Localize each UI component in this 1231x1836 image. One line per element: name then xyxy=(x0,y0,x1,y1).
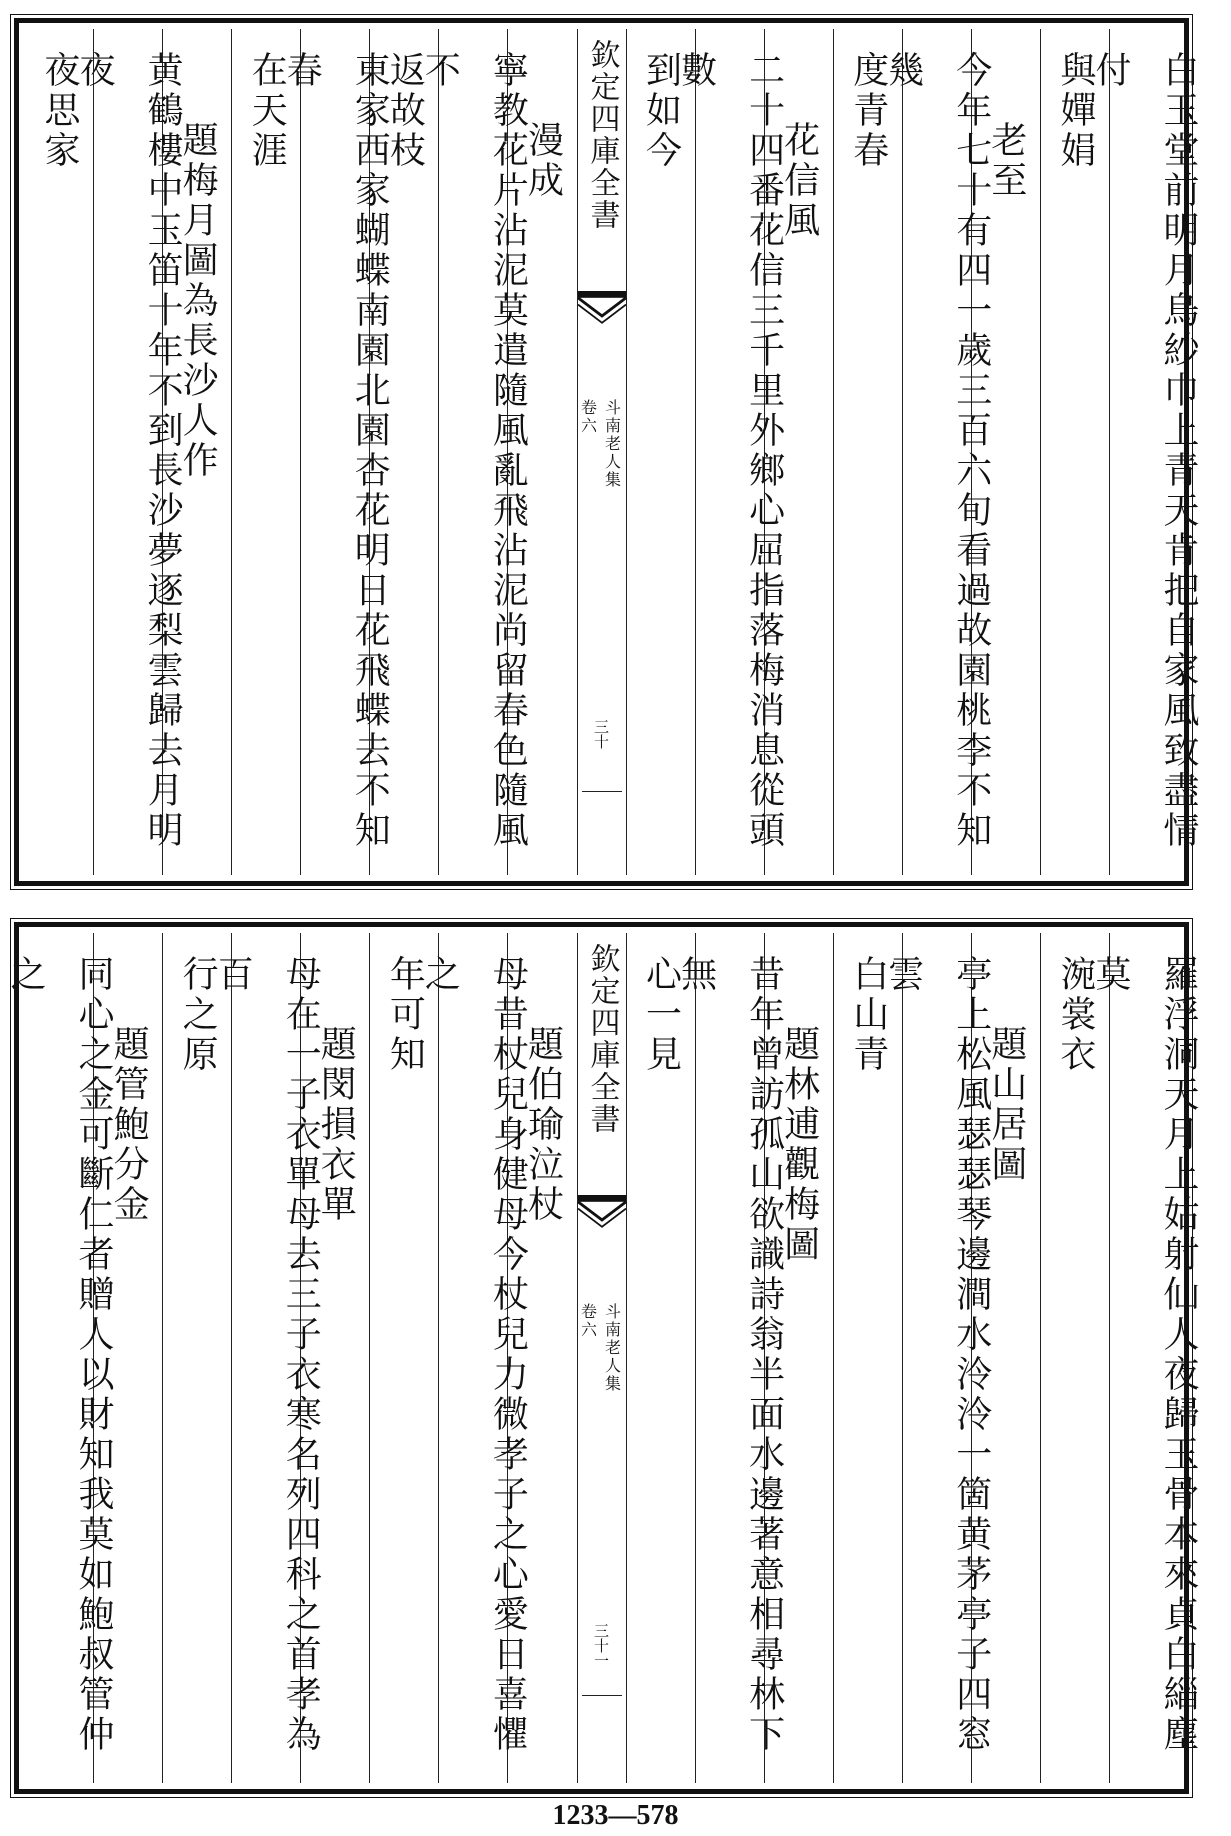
leaf-number: 三十 xyxy=(592,719,610,749)
top-page-panel xyxy=(14,18,1199,886)
left-text-column xyxy=(419,29,529,875)
right-text-column xyxy=(1089,933,1199,1783)
right-text-column xyxy=(882,29,992,875)
poem-line: 年可知 xyxy=(384,955,426,1075)
poem-line: 心一見 xyxy=(640,955,682,1075)
poem-line: 夜思家 xyxy=(39,51,81,171)
poem-line: 白玉堂前明月烏紗巾上青天肯把自家風致盡情付 xyxy=(1089,51,1199,851)
right-text-column xyxy=(1040,933,1109,1783)
right-text-column xyxy=(1089,29,1199,875)
fold-rule xyxy=(582,791,622,792)
center-fold-column xyxy=(577,933,626,1783)
poem-title: 題林逋觀梅圖 xyxy=(778,1025,820,1265)
poem-title: 漫成 xyxy=(522,121,564,201)
book-name: 斗南老人集 xyxy=(602,1303,622,1393)
poem-line: 與嬋娟 xyxy=(1054,51,1096,171)
fold-rule xyxy=(582,1695,622,1696)
poem-line: 母昔杖兒身健母今杖兒力微孝子之心愛日喜懼之 xyxy=(419,955,529,1755)
left-text-column xyxy=(419,933,529,1783)
left-text-column xyxy=(5,933,115,1783)
poem-line: 到如今 xyxy=(640,51,682,171)
right-text-column xyxy=(1040,29,1109,875)
poem-line: 涴裳衣 xyxy=(1054,955,1096,1075)
poem-line: 寧教花片沾泥莫遣隨風亂飛沾泥尚留春色隨風不 xyxy=(419,51,529,851)
leaf-number: 三十一 xyxy=(592,1623,610,1668)
poem-line: 母在一子衣單母去三子衣寒名列四科之首孝為百 xyxy=(212,955,322,1755)
poem-title: 老至 xyxy=(985,121,1027,201)
left-text-column xyxy=(212,933,322,1783)
poem-line: 黄鶴樓中玉笛十年不到長沙夢逐梨雲歸去月明夜 xyxy=(74,51,184,851)
poem-line: 在天涯 xyxy=(246,51,288,171)
poem-line: 昔年曾訪孤山欲識詩翁半面水邊著意相尋林下無 xyxy=(675,955,785,1755)
poem-line: 二十四番花信三千里外鄉心屈指落梅消息從頭數 xyxy=(675,51,785,851)
collection-title: 欽定四庫全書 xyxy=(584,943,620,1135)
poem-title: 題梅月圖為長沙人作 xyxy=(177,121,219,481)
left-text-column xyxy=(281,29,391,875)
poem-line: 白山青 xyxy=(847,955,889,1075)
poem-line: 亭上松風瑟瑟琴邊澗水泠泠一箇黄茅亭子四窓雲 xyxy=(882,955,992,1755)
bottom-page-columns xyxy=(5,933,1199,1783)
right-text-column xyxy=(626,933,695,1783)
right-text-column xyxy=(833,29,902,875)
poem-title: 題閔損衣單 xyxy=(315,1025,357,1225)
left-text-column xyxy=(369,933,438,1783)
poem-line: 返故枝 xyxy=(384,51,426,171)
poem-line: 東家西家蝴蝶南園北園杏花明日花飛蝶去不知春 xyxy=(281,51,391,851)
poem-line: 行之原 xyxy=(177,955,219,1075)
poem-title: 花信風 xyxy=(778,121,820,241)
poem-title: 題山居圖 xyxy=(985,1025,1027,1185)
left-text-column xyxy=(162,933,231,1783)
footer-page-number: 1233—578 xyxy=(552,1800,679,1831)
poem-line: 同心之金可斷仁者贈人以財知我莫如鮑叔管仲之 xyxy=(5,955,115,1755)
right-text-column xyxy=(882,933,992,1783)
top-page-columns xyxy=(25,29,1199,875)
bottom-page-panel xyxy=(5,922,1199,1794)
poem-title: 題伯瑜泣杖 xyxy=(522,1025,564,1225)
right-text-column xyxy=(675,29,785,875)
volume-label: 卷六 xyxy=(578,1303,598,1339)
volume-label: 卷六 xyxy=(578,399,598,435)
left-text-column xyxy=(25,29,93,875)
book-name: 斗南老人集 xyxy=(602,399,622,489)
right-text-column xyxy=(626,29,695,875)
poem-line: 羅浮洞天月上姑射仙人夜歸玉骨本來貞白緇塵莫 xyxy=(1089,955,1199,1755)
poem-title: 題管鮑分金 xyxy=(108,1025,150,1225)
poem-line: 今年七十有四一歲三百六旬看過故園桃李不知幾 xyxy=(882,51,992,851)
left-text-column xyxy=(231,29,300,875)
poem-line: 度青春 xyxy=(847,51,889,171)
left-text-column xyxy=(74,29,184,875)
right-text-column xyxy=(833,933,902,1783)
right-text-column xyxy=(675,933,785,1783)
collection-title: 欽定四庫全書 xyxy=(584,39,620,231)
fishtail-mark-icon xyxy=(578,1195,626,1229)
center-fold-column xyxy=(577,29,626,875)
fishtail-mark-icon xyxy=(578,291,626,325)
